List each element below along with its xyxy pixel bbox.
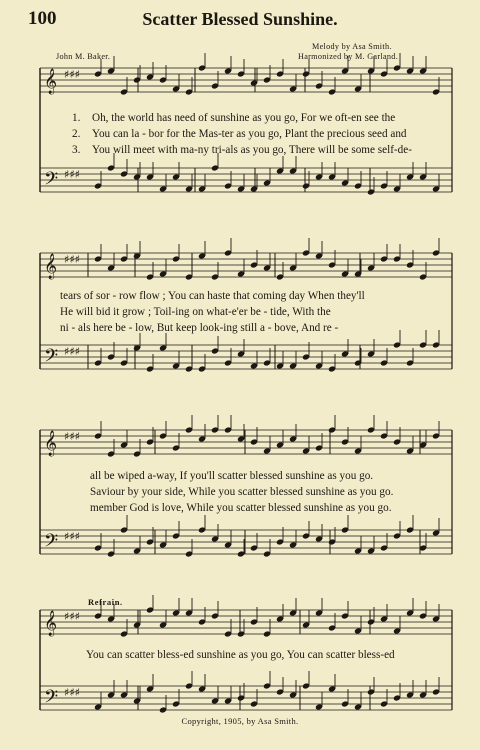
lyric-text: You can la - bor for the Mas-ter as you go, Plant the precious seed and — [92, 128, 407, 140]
bass-clef-icon: 𝄢 — [44, 531, 59, 556]
treble-clef-icon: 𝄞 — [44, 254, 58, 279]
key-signature-icon: ♯♯♯ — [64, 253, 80, 266]
treble-clef-icon: 𝄞 — [44, 69, 58, 94]
bass-clef-icon: 𝄢 — [44, 687, 59, 712]
verse-number: 2. — [72, 128, 81, 140]
lyric-text: You can scatter bless-ed sunshine as you go, You can scatter bless-ed — [86, 649, 395, 661]
melody-credit: Melody by Asa Smith. — [312, 42, 392, 51]
lyric-text: all be wiped a-way, If you'll scatter blessed sunshine as you go. — [90, 470, 374, 482]
key-signature-icon: ♯♯♯ — [64, 430, 80, 443]
bass-clef-icon: 𝄢 — [44, 169, 59, 194]
harmony-credit: Harmonized by M. Garland. — [298, 52, 399, 61]
lyric-text: He will bid it grow ; Toil-ing on what-e'er be - tide, With the — [60, 306, 331, 318]
lyric-text: tears of sor - row flow ; You can haste that coming day When they'll — [60, 290, 365, 302]
bass-clef-icon: 𝄢 — [44, 346, 59, 371]
key-signature-icon: ♯♯♯ — [64, 68, 80, 81]
treble-clef-icon: 𝄞 — [44, 431, 58, 456]
hymn-title: Scatter Blessed Sunshine. — [142, 9, 338, 29]
key-signature-icon: ♯♯♯ — [64, 168, 80, 181]
verse-number: 3. — [72, 144, 81, 156]
lyric-text: You will meet with ma-ny tri-als as you go, There will be some self-de- — [92, 144, 412, 156]
lyric-text: ni - als here be - low, But keep look-ing still a - bove, And re - — [60, 322, 339, 334]
verse-number: 1. — [72, 112, 81, 124]
author-credit: John M. Baker. — [56, 52, 111, 61]
lyric-text: member God is love, While you scatter blessed sunshine as you go. — [90, 502, 392, 514]
treble-clef-icon: 𝄞 — [44, 611, 58, 636]
page-number: 100 — [28, 8, 57, 29]
key-signature-icon: ♯♯♯ — [64, 345, 80, 358]
key-signature-icon: ♯♯♯ — [64, 530, 80, 543]
lyric-text: Saviour by your side, While you scatter blessed sunshine as you go. — [90, 486, 394, 498]
lyric-text: Oh, the world has need of sunshine as you go, For we oft-en see the — [92, 112, 396, 124]
refrain-label: Refrain. — [88, 597, 123, 607]
key-signature-icon: ♯♯♯ — [64, 610, 80, 623]
copyright-notice: Copyright, 1905, by Asa Smith. — [181, 716, 299, 726]
key-signature-icon: ♯♯♯ — [64, 686, 80, 699]
